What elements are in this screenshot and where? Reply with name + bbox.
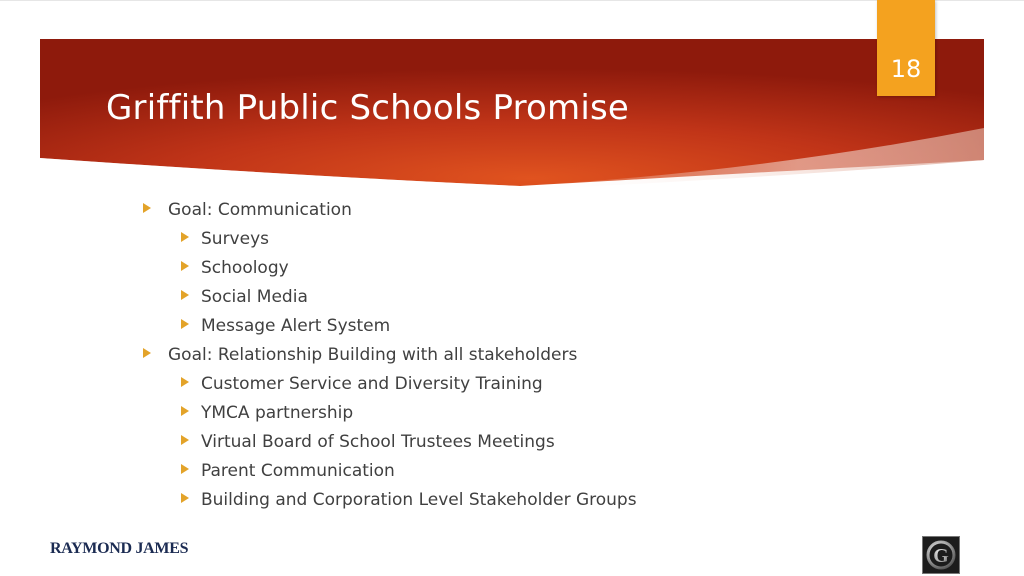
- bullet-text: Goal: Communication: [168, 200, 352, 220]
- list-item: [181, 399, 353, 428]
- list-item: [181, 312, 390, 341]
- triangle-right-icon: [181, 406, 189, 416]
- bullet-text: YMCA partnership: [201, 403, 354, 423]
- triangle-right-icon: [181, 464, 189, 474]
- bullet-text: Surveys: [201, 229, 269, 249]
- list-item: [181, 428, 555, 457]
- g-logo-icon: [922, 536, 960, 574]
- page-number: 18: [890, 55, 922, 83]
- list-item: [181, 254, 289, 283]
- page-number-badge: [877, 0, 935, 96]
- list-item: [181, 283, 308, 312]
- bullet-text: Virtual Board of School Trustees Meetings: [201, 432, 555, 452]
- bullet-text: Parent Communication: [201, 461, 395, 481]
- list-item: [143, 196, 352, 225]
- list-item: [143, 341, 577, 370]
- triangle-right-icon: [143, 203, 151, 213]
- bullet-text: Schoology: [201, 258, 289, 278]
- triangle-right-icon: [181, 232, 189, 242]
- bullet-text: Social Media: [201, 287, 308, 307]
- triangle-right-icon: [181, 319, 189, 329]
- list-item: [181, 457, 395, 486]
- triangle-right-icon: [143, 348, 151, 358]
- triangle-right-icon: [181, 493, 189, 503]
- triangle-right-icon: [181, 435, 189, 445]
- list-item: [181, 486, 637, 515]
- triangle-right-icon: [181, 290, 189, 300]
- triangle-right-icon: [181, 377, 189, 387]
- bullet-text: Building and Corporation Level Stakeholder Groups: [201, 490, 637, 510]
- bullet-text: Customer Service and Diversity Training: [201, 374, 543, 394]
- list-item: [181, 370, 543, 399]
- list-item: [181, 225, 269, 254]
- bullet-text: Goal: Relationship Building with all stakeholders: [168, 345, 578, 365]
- bullet-text: Message Alert System: [201, 316, 391, 336]
- raymond-james-logo: RAYMOND JAMES: [50, 540, 189, 557]
- g-logo-letter: G: [933, 545, 949, 567]
- slide-title: Griffith Public Schools Promise: [106, 88, 630, 128]
- triangle-right-icon: [181, 261, 189, 271]
